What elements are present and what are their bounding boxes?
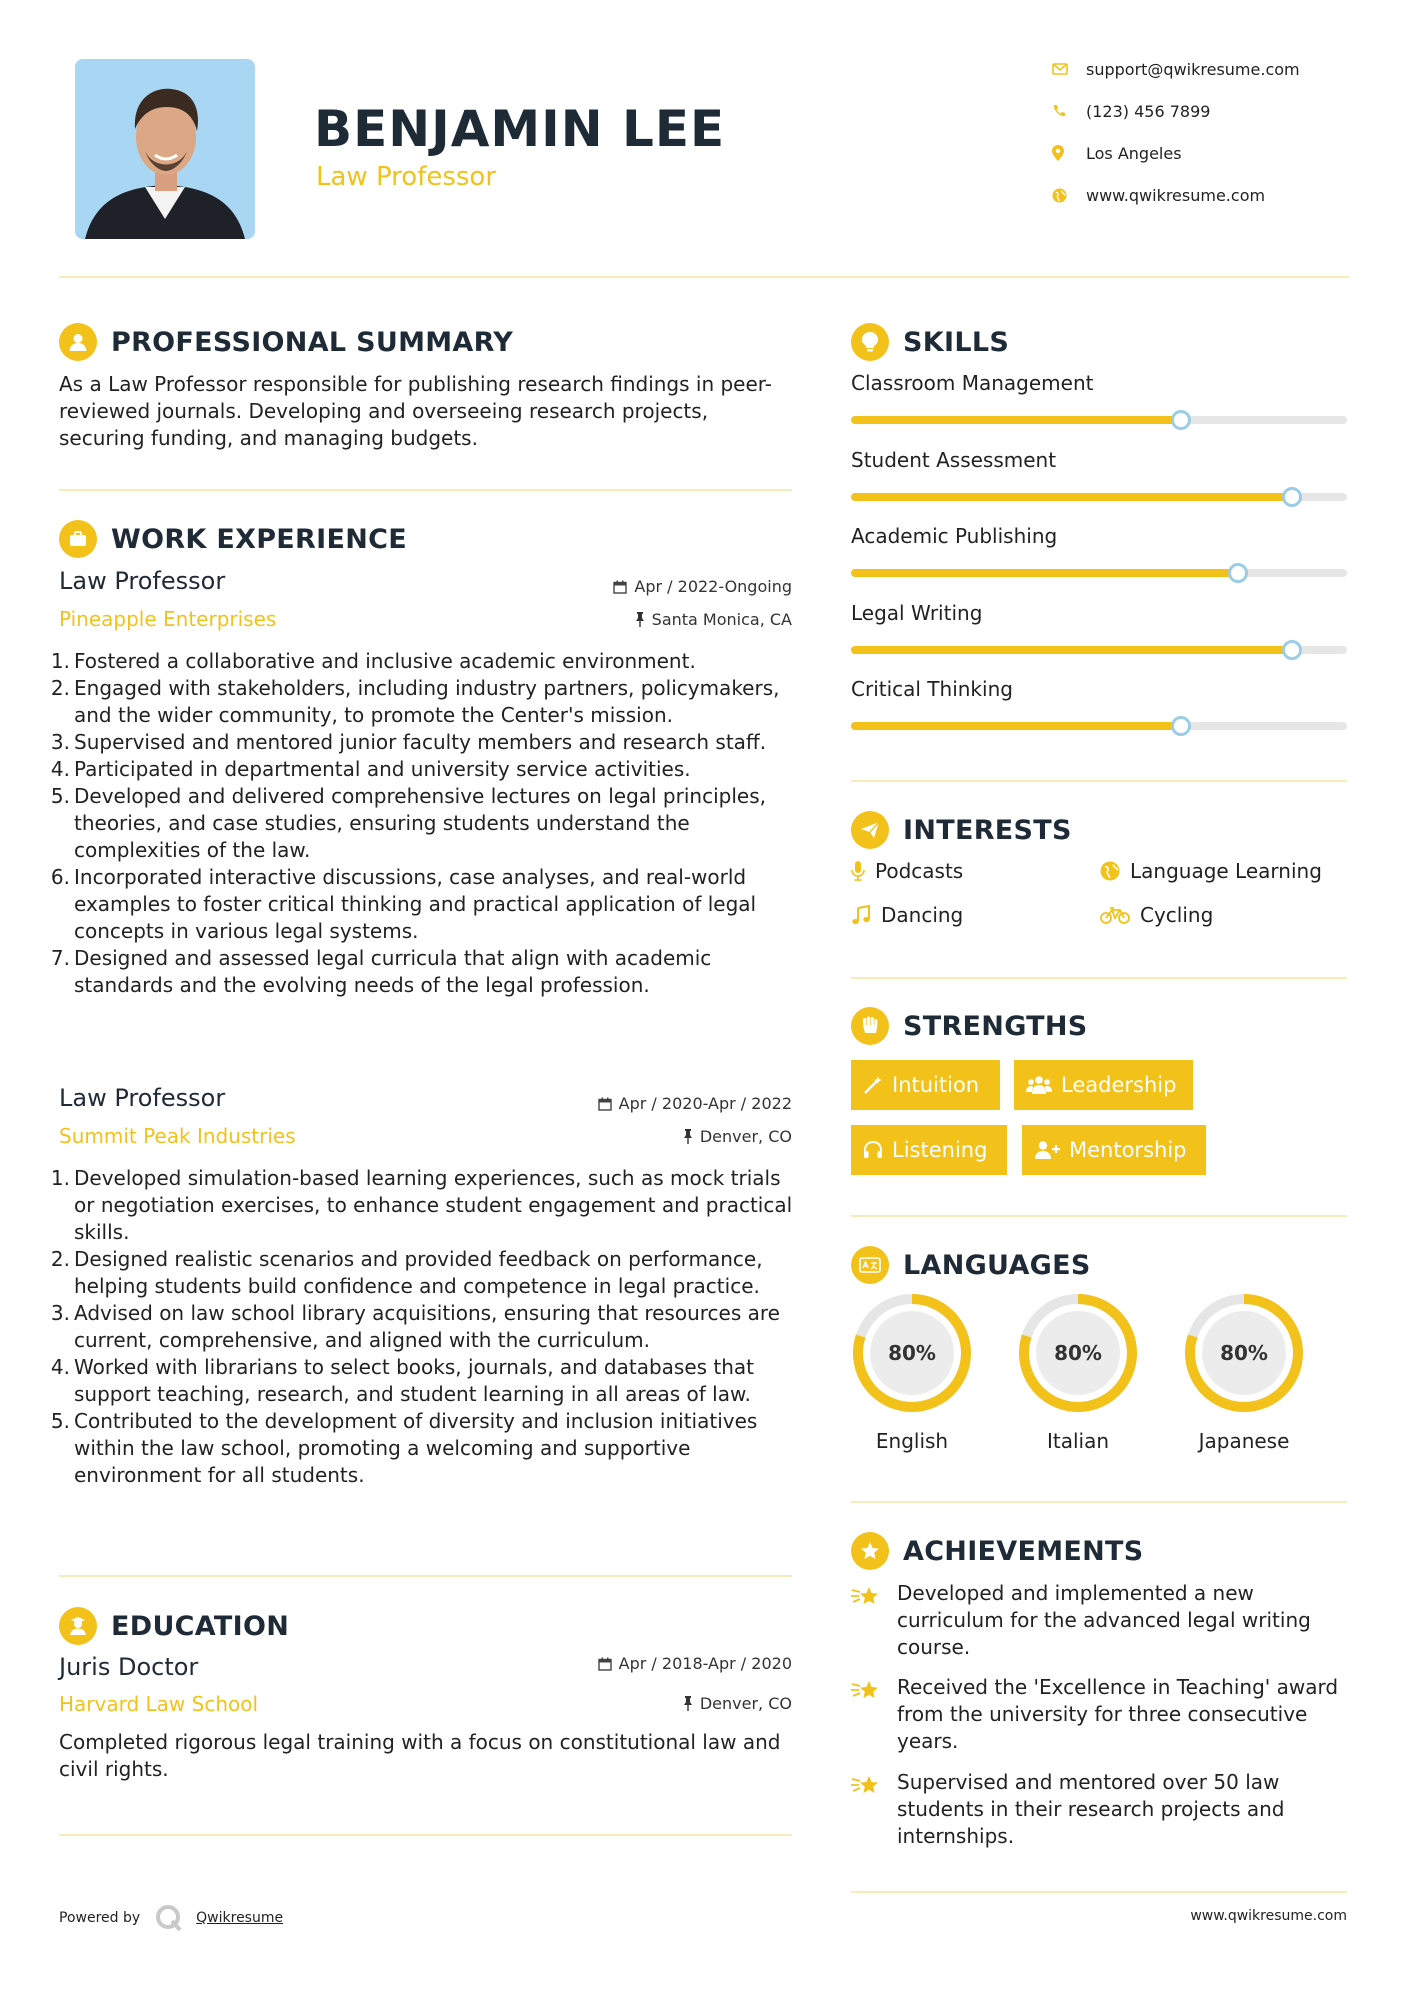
skill-4-fill	[851, 646, 1292, 654]
user-icon	[59, 323, 97, 361]
language-english-name: English	[875, 1429, 949, 1453]
contact-email-text: support@qwikresume.com	[1086, 59, 1300, 79]
translate-icon	[851, 1246, 889, 1284]
job-1-date	[500, 577, 792, 596]
list-item: 1. Developed simulation-based learning experiences, such as mock trials or negotiation exercises, to enhance student engagement and practical skills.	[50, 1166, 793, 1244]
summary-title: PROFESSIONAL SUMMARY	[111, 326, 514, 358]
footer-powered-by	[59, 1902, 283, 1934]
list-item: 5. Contributed to the development of diversity and inclusion initiatives within the law school, promoting a welcoming and supportive environment for all students.	[50, 1409, 758, 1487]
education-header	[59, 1606, 289, 1646]
contact-location	[1052, 141, 1382, 165]
strength-listening-badge	[851, 1125, 1007, 1175]
shooting-star-icon	[851, 1678, 883, 1702]
achievements-divider	[851, 1891, 1347, 1893]
skill-3-bar	[851, 569, 1347, 577]
briefcase-icon	[59, 520, 97, 558]
user-plus-icon	[1034, 1140, 1060, 1160]
job-1-duties	[50, 648, 795, 999]
strength-leadership-label: Leadership	[1061, 1073, 1177, 1097]
calendar-icon	[613, 580, 627, 594]
skill-5-name: Critical Thinking	[851, 677, 1013, 701]
skill-2-name: Student Assessment	[851, 448, 1057, 472]
education-divider	[59, 1834, 792, 1836]
pushpin-icon	[635, 612, 645, 627]
candidate-name: BENJAMIN LEE	[314, 100, 726, 158]
skill-5-fill	[851, 722, 1181, 730]
achievements-title: ACHIEVEMENTS	[903, 1535, 1144, 1567]
languages-title: LANGUAGES	[903, 1249, 1091, 1281]
skill-3-handle	[1228, 563, 1248, 583]
globe-icon	[1052, 188, 1086, 203]
education-degree: Juris Doctor	[59, 1653, 199, 1681]
footer-powered-by-text: Powered by	[59, 1910, 141, 1926]
raised-fist-icon	[851, 1007, 889, 1045]
music-note-icon	[851, 905, 871, 925]
job-2-location	[500, 1127, 792, 1146]
list-item: 4. Worked with librarians to select books, journals, and databases that support teaching, research, and student learning in all areas of law.	[50, 1355, 755, 1406]
education-location-text: Denver, CO	[699, 1694, 792, 1713]
map-pin-icon	[1052, 145, 1086, 161]
skill-4-handle	[1282, 640, 1302, 660]
work-header	[59, 519, 407, 559]
job-1-company: Pineapple Enterprises	[59, 607, 277, 631]
calendar-icon	[598, 1657, 612, 1671]
microphone-icon	[851, 861, 865, 881]
list-item: 3. Supervised and mentored junior faculty members and research staff.	[50, 730, 767, 754]
summary-text: As a Law Professor responsible for publishing research findings in peer-reviewed journals. Developing and overseeing research projects, securing funding, and managing budgets.	[59, 372, 772, 450]
achievement-3	[851, 1769, 1347, 1850]
language-italian-ring	[1017, 1292, 1139, 1414]
languages-header	[851, 1245, 1091, 1285]
skills-title: SKILLS	[903, 326, 1010, 358]
skill-5-handle	[1171, 716, 1191, 736]
shooting-star-icon	[851, 1584, 883, 1608]
interests-title: INTERESTS	[903, 814, 1072, 846]
skill-3-name: Academic Publishing	[851, 524, 1058, 548]
qwikresume-logo-icon	[154, 1903, 184, 1933]
contact-website[interactable]	[1052, 183, 1382, 207]
person-avatar-icon	[75, 59, 255, 239]
language-english-ring	[851, 1292, 973, 1414]
language-italian-percent: 80%	[1054, 1341, 1102, 1365]
list-item: 2. Designed realistic scenarios and provided feedback on performance, helping students build confidence and competence in legal practice.	[50, 1247, 763, 1298]
job-1-date-text: Apr / 2022-Ongoing	[634, 577, 792, 596]
education-title: EDUCATION	[111, 1610, 290, 1642]
language-english-percent: 80%	[888, 1341, 936, 1365]
skill-1-bar	[851, 416, 1347, 424]
strength-intuition-label: Intuition	[892, 1073, 980, 1097]
skill-2-fill	[851, 493, 1292, 501]
skill-5-bar	[851, 722, 1347, 730]
lightbulb-icon	[851, 323, 889, 361]
job-2-title: Law Professor	[59, 1084, 226, 1112]
summary-divider	[59, 489, 792, 491]
paper-plane-icon	[851, 811, 889, 849]
interest-podcasts-label: Podcasts	[875, 859, 964, 883]
achievement-1-text: Developed and implemented a new curriculum for the advanced legal writing course.	[897, 1581, 1311, 1659]
bicycle-icon	[1100, 905, 1130, 925]
job-1-location	[500, 610, 792, 629]
strength-mentorship-label: Mentorship	[1069, 1138, 1187, 1162]
skill-1-handle	[1171, 410, 1191, 430]
language-japanese-name: Japanese	[1198, 1429, 1290, 1453]
skill-4-bar	[851, 646, 1347, 654]
job-2-duties	[50, 1165, 795, 1489]
contact-email[interactable]	[1052, 57, 1382, 81]
footer-brand-link[interactable]: Qwikresume	[196, 1910, 284, 1926]
list-item: 7. Designed and assessed legal curricula that align with academic standards and the evolving needs of the legal profession.	[50, 946, 712, 997]
achievements-header	[851, 1531, 1144, 1571]
skill-2-bar	[851, 493, 1347, 501]
summary-header	[59, 322, 513, 362]
achievement-3-text: Supervised and mentored over 50 law students in their research projects and internships.	[897, 1770, 1285, 1848]
strength-listening-label: Listening	[892, 1138, 988, 1162]
list-item: 2. Engaged with stakeholders, including industry partners, policymakers, and the wider community, to promote the Center's mission.	[50, 676, 780, 727]
achievement-1	[851, 1580, 1347, 1661]
contact-website-text: www.qwikresume.com	[1086, 185, 1266, 205]
pushpin-icon	[683, 1129, 693, 1144]
job-1-location-text: Santa Monica, CA	[651, 610, 792, 629]
skill-1-fill	[851, 416, 1181, 424]
job-2-date	[500, 1094, 792, 1113]
job-2-company: Summit Peak Industries	[59, 1124, 296, 1148]
globe-icon	[1100, 861, 1120, 881]
magic-wand-icon	[863, 1075, 883, 1095]
shooting-star-icon	[851, 1773, 883, 1797]
skill-3-fill	[851, 569, 1238, 577]
skill-4-name: Legal Writing	[851, 601, 983, 625]
work-divider	[59, 1575, 792, 1577]
achievement-2-text: Received the 'Excellence in Teaching' award from the university for three consecutive years.	[897, 1675, 1339, 1753]
graduate-icon	[59, 1607, 97, 1645]
candidate-role: Law Professor	[316, 162, 497, 192]
interest-dancing-label: Dancing	[881, 903, 964, 927]
list-item: 3. Advised on law school library acquisitions, ensuring that resources are current, comprehensive, and aligned with the curriculum.	[50, 1301, 780, 1352]
calendar-icon	[598, 1097, 612, 1111]
language-japanese-percent: 80%	[1220, 1341, 1268, 1365]
education-school: Harvard Law School	[59, 1692, 259, 1716]
strengths-divider	[851, 1215, 1347, 1217]
interest-dancing	[851, 903, 963, 927]
list-item: 5. Developed and delivered comprehensive lectures on legal principles, theories, and case studies, ensuring students understand the complexities of the law.	[50, 784, 766, 862]
interests-header	[851, 810, 1072, 850]
job-1-title: Law Professor	[59, 567, 226, 595]
contact-phone-text: (123) 456 7899	[1086, 101, 1211, 121]
phone-icon	[1052, 104, 1086, 118]
achievement-2	[851, 1674, 1347, 1755]
skill-2-handle	[1282, 487, 1302, 507]
job-2-location-text: Denver, CO	[699, 1127, 792, 1146]
interest-cycling	[1100, 903, 1213, 927]
interest-cycling-label: Cycling	[1140, 903, 1214, 927]
skills-header	[851, 322, 1009, 362]
interest-language-learning-label: Language Learning	[1130, 859, 1322, 883]
footer-site[interactable]: www.qwikresume.com	[1190, 1908, 1347, 1924]
skill-1-name: Classroom Management	[851, 371, 1094, 395]
interest-language-learning	[1100, 859, 1322, 883]
strength-leadership-badge	[1014, 1060, 1193, 1110]
header-divider	[59, 276, 1349, 278]
education-date-text: Apr / 2018-Apr / 2020	[618, 1654, 792, 1673]
list-item: 6. Incorporated interactive discussions, case analyses, and real-world examples to foster critical thinking and practical application of legal concepts in various legal systems.	[50, 865, 757, 943]
languages-divider	[851, 1501, 1347, 1503]
language-italian-name: Italian	[1046, 1429, 1110, 1453]
interest-podcasts	[851, 859, 963, 883]
skills-divider	[851, 780, 1347, 782]
headphones-icon	[863, 1140, 883, 1160]
users-icon	[1026, 1075, 1052, 1095]
education-date	[500, 1654, 792, 1673]
education-location	[500, 1694, 792, 1713]
strength-intuition-badge	[851, 1060, 1000, 1110]
star-badge-icon	[851, 1532, 889, 1570]
interests-divider	[851, 977, 1347, 979]
list-item: 1. Fostered a collaborative and inclusive academic environment.	[50, 649, 696, 673]
envelope-icon	[1052, 63, 1086, 75]
contact-phone[interactable]	[1052, 99, 1382, 123]
language-japanese-ring	[1183, 1292, 1305, 1414]
list-item: 4. Participated in departmental and university service activities.	[50, 757, 691, 781]
work-title: WORK EXPERIENCE	[111, 523, 407, 555]
job-2-date-text: Apr / 2020-Apr / 2022	[618, 1094, 792, 1113]
strength-mentorship-badge	[1022, 1125, 1206, 1175]
education-text: Completed rigorous legal training with a focus on constitutional law and civil rights.	[59, 1730, 781, 1781]
contact-location-text: Los Angeles	[1086, 143, 1182, 163]
profile-photo	[75, 59, 255, 239]
pushpin-icon	[683, 1696, 693, 1711]
strengths-title: STRENGTHS	[903, 1010, 1088, 1042]
strengths-header	[851, 1006, 1088, 1046]
